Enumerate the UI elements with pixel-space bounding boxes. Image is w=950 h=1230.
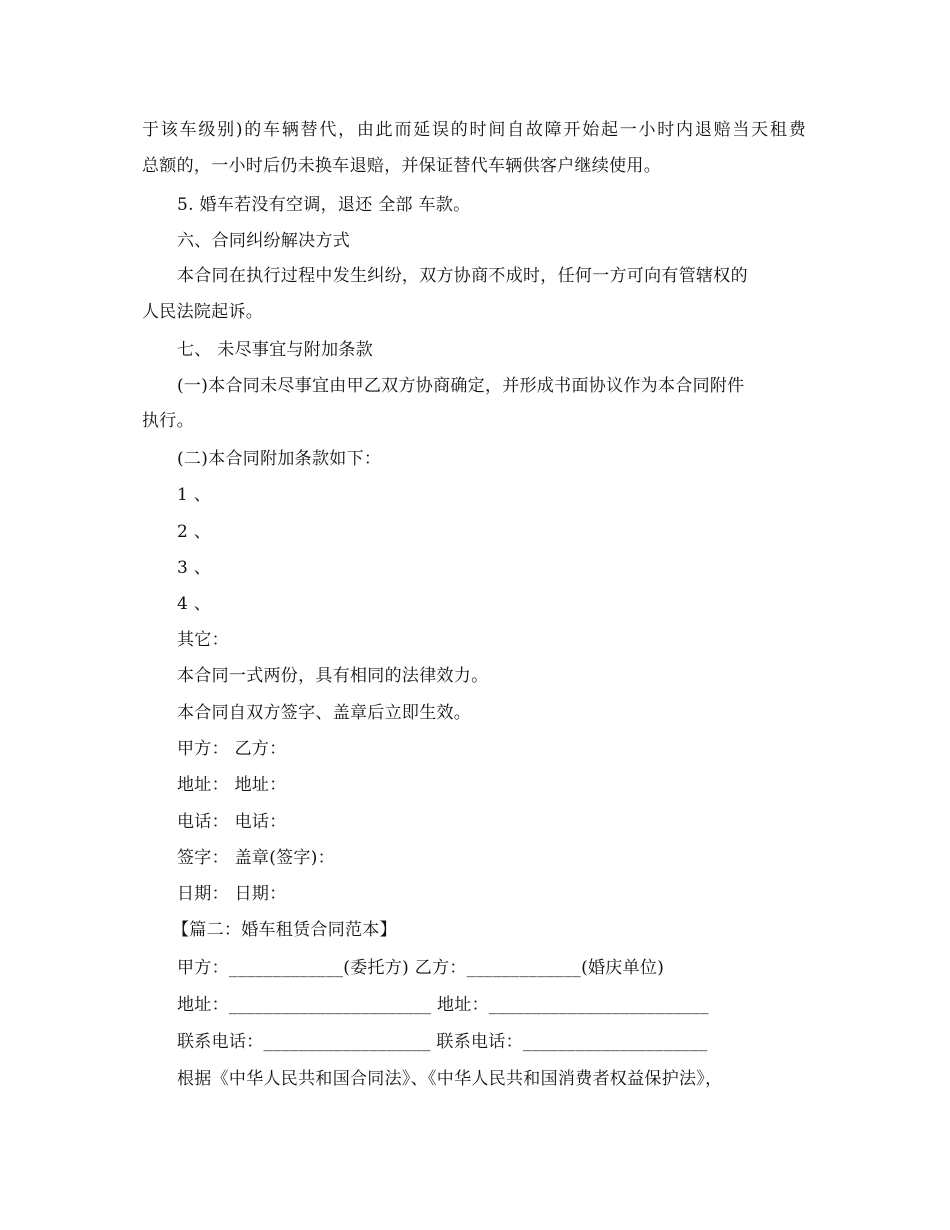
text-line-15: 其它： — [177, 630, 229, 650]
text-line-17: 本合同自双方签字、盖章后立即生效。 — [177, 703, 472, 723]
text-line-10: (二)本合同附加条款如下： — [177, 449, 382, 469]
phone-line: 电话： 电话： — [177, 812, 287, 832]
date-line: 日期： 日期： — [177, 884, 287, 904]
list-item-4: 4 、 — [177, 594, 212, 614]
party-blank-line: 甲方：_____________(委托方) 乙方：_____________(婚庆单位) — [177, 958, 665, 978]
list-item-2: 2 、 — [177, 522, 212, 542]
text-line-9: 执行。 — [142, 411, 194, 431]
text-line-5: 本合同在执行过程中发生纠纷，双方协商不成时，任何一方可向有管辖权的 — [177, 266, 748, 286]
text-line-1: 于该车级别)的车辆替代，由此而延误的时间自故障开始起一小时内退赔当天租费 — [142, 120, 806, 140]
phone-blank-line: 联系电话：___________________ 联系电话：_____________________ — [177, 1032, 708, 1052]
text-line-2: 总额的，一小时后仍未换车退赔，并保证替代车辆供客户继续使用。 — [142, 156, 661, 176]
text-line-27: 根据《中华人民共和国合同法》、《中华人民共和国消费者权益保护法》， — [177, 1069, 723, 1089]
party-line: 甲方： 乙方： — [177, 739, 287, 759]
section-heading-6: 六、合同纠纷解决方式 — [177, 231, 350, 251]
section-title-part-2: 【篇二：婚车租赁合同范本】 — [172, 920, 397, 940]
text-line-16: 本合同一式两份，具有相同的法律效力。 — [177, 666, 489, 686]
address-blank-line: 地址：_______________________ 地址：_________________________ — [177, 995, 709, 1015]
text-line-8: (一)本合同未尽事宜由甲乙双方协商确定，并形成书面协议作为本合同附件 — [177, 376, 745, 396]
list-item-3: 3 、 — [177, 558, 212, 578]
signature-line: 签字： 盖章(签字)： — [177, 848, 335, 868]
section-heading-7: 七、 未尽事宜与附加条款 — [177, 340, 374, 360]
text-line-6: 人民法院起诉。 — [142, 302, 264, 322]
list-item-1: 1 、 — [177, 485, 212, 505]
address-line: 地址： 地址： — [177, 775, 287, 795]
clause-5: 5. 婚车若没有空调，退还 全部 车款。 — [177, 195, 471, 215]
